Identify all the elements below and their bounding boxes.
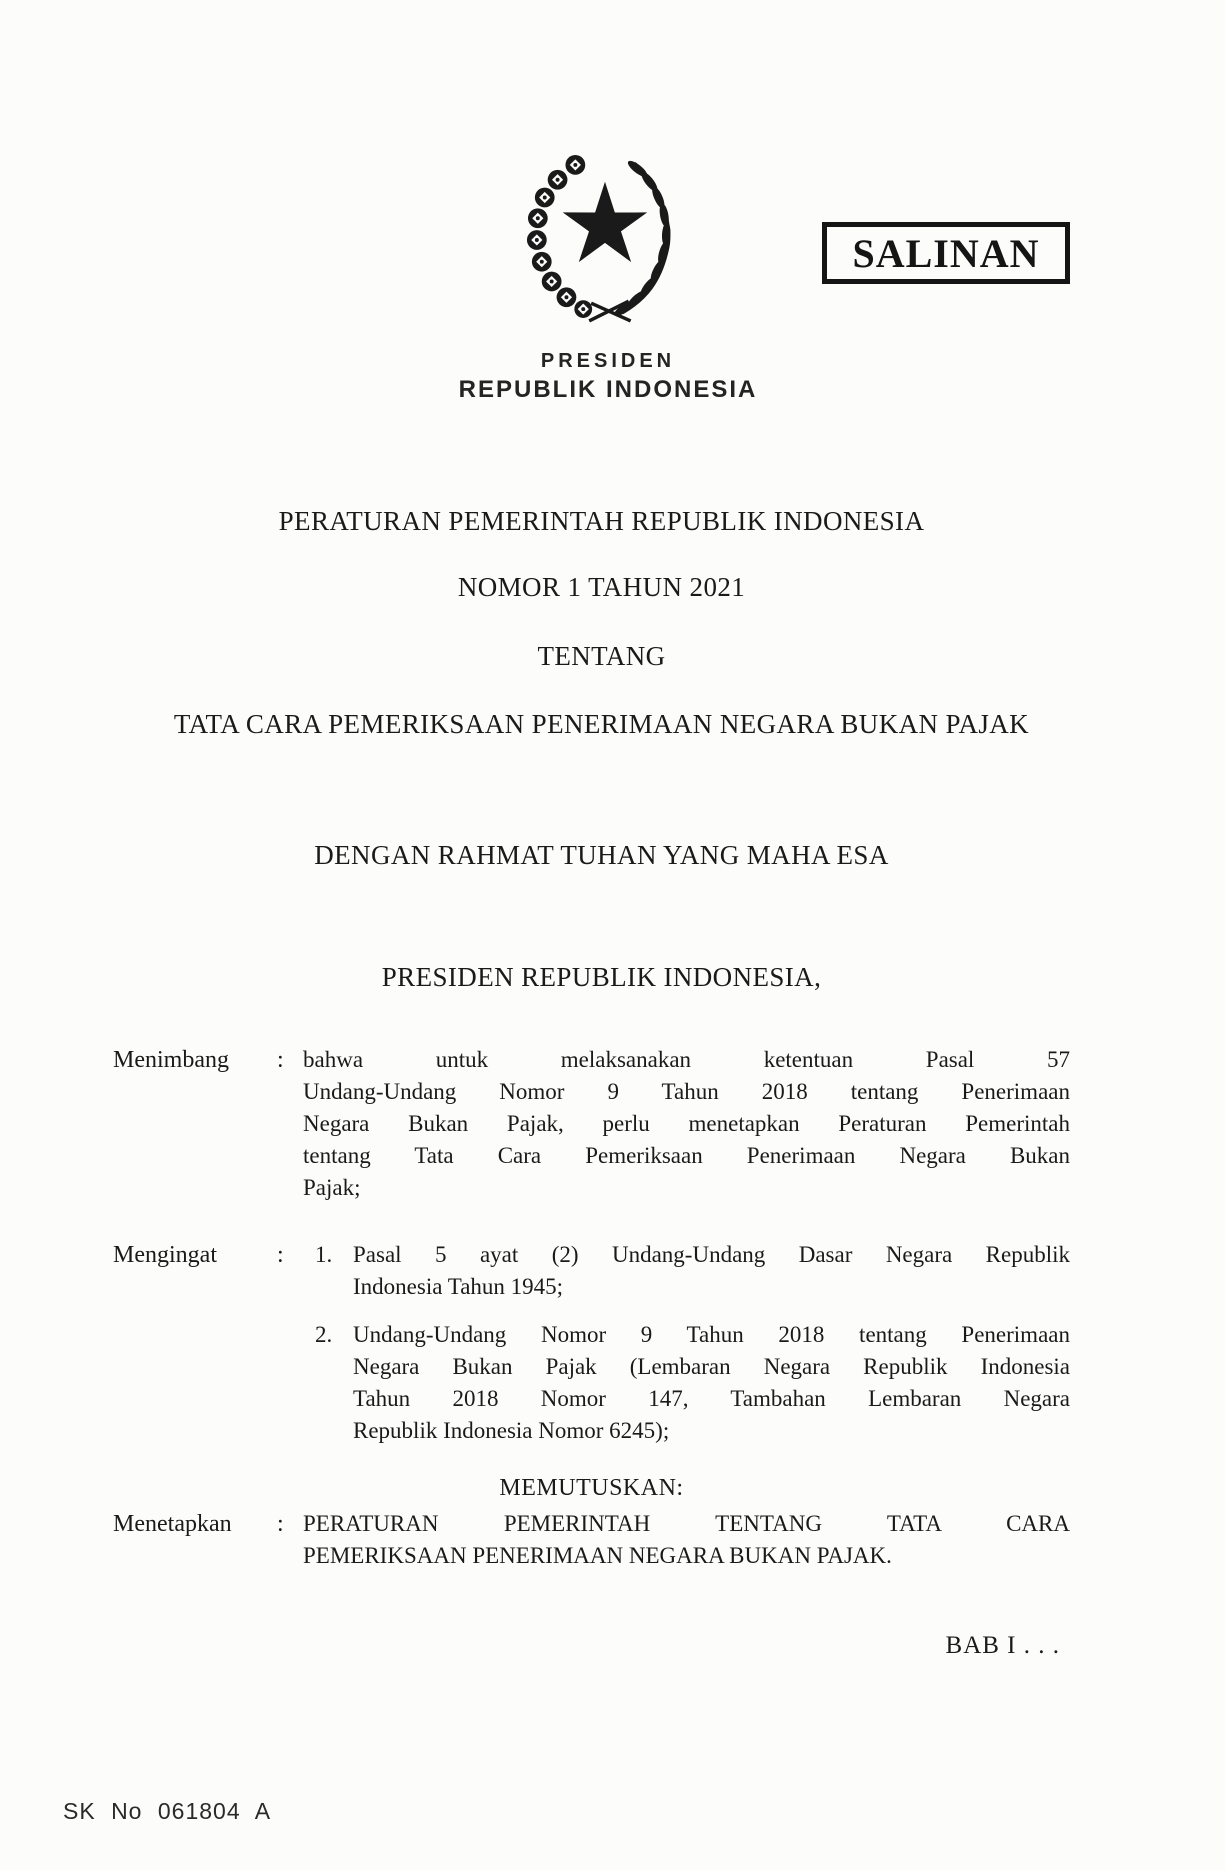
mengingat-line: Tahun 2018 Nomor 147, Tambahan Lembaran Negara bbox=[353, 1386, 1070, 1411]
menetapkan-label: Menetapkan bbox=[113, 1511, 232, 1537]
cotton-branch-icon bbox=[527, 155, 592, 318]
menimbang-line: Undang-Undang Nomor 9 Tahun 2018 tentang Penerimaan bbox=[303, 1079, 1070, 1104]
item-number: 2. bbox=[315, 1322, 333, 1347]
mengingat-line: Negara Bukan Pajak (Lembaran Negara Republik Indonesia bbox=[353, 1354, 1070, 1379]
presidential-star-wreath-emblem-icon bbox=[524, 146, 682, 328]
footer-sk-code: SK No 061804 A bbox=[63, 1798, 272, 1824]
tentang-label: TENTANG bbox=[537, 641, 666, 671]
menimbang-line: bahwa untuk melaksanakan ketentuan Pasal 57 bbox=[303, 1047, 1070, 1072]
mengingat-item-2 bbox=[303, 1319, 1070, 1447]
menetapkan-section bbox=[113, 1508, 1070, 1572]
mengingat-line: Indonesia Tahun 1945; bbox=[353, 1274, 564, 1299]
menetapkan-line: PEMERIKSAAN PENERIMAAN NEGARA BUKAN PAJAK. bbox=[303, 1543, 892, 1568]
menimbang-text bbox=[303, 1044, 1070, 1204]
letterhead-republik-indonesia: REPUBLIK INDONESIA bbox=[458, 376, 758, 403]
mengingat-line: Pasal 5 ayat (2) Undang-Undang Dasar Negara Republik bbox=[353, 1242, 1070, 1267]
page-continuation-marker: BAB I . . . bbox=[945, 1632, 1060, 1659]
menetapkan-text bbox=[303, 1508, 1070, 1572]
mengingat-section bbox=[113, 1239, 1070, 1447]
letterhead-presiden: PRESIDEN bbox=[540, 350, 676, 372]
regulation-title-line1: PERATURAN PEMERINTAH REPUBLIK INDONESIA bbox=[278, 506, 925, 536]
mengingat-line: Republik Indonesia Nomor 6245); bbox=[353, 1418, 670, 1443]
authority-line: PRESIDEN REPUBLIK INDONESIA, bbox=[381, 962, 822, 992]
item-text bbox=[353, 1319, 1070, 1447]
mengingat-items bbox=[303, 1239, 1070, 1447]
menimbang-line: tentang Tata Cara Pemeriksaan Penerimaan Negara Bukan bbox=[303, 1143, 1070, 1168]
menimbang-line: Negara Bukan Pajak, perlu menetapkan Peraturan Pemerintah bbox=[303, 1111, 1070, 1136]
regulation-number: NOMOR 1 TAHUN 2021 bbox=[457, 572, 746, 602]
menimbang-colon: : bbox=[277, 1047, 284, 1073]
menimbang-section bbox=[113, 1044, 1070, 1204]
mengingat-label: Mengingat bbox=[113, 1242, 217, 1268]
salinan-stamp: SALINAN bbox=[822, 222, 1070, 284]
mengingat-line: Undang-Undang Nomor 9 Tahun 2018 tentang Penerimaan bbox=[353, 1322, 1070, 1347]
invocation-line: DENGAN RAHMAT TUHAN YANG MAHA ESA bbox=[314, 840, 889, 870]
regulation-subject: TATA CARA PEMERIKSAAN PENERIMAAN NEGARA BUKAN PAJAK bbox=[173, 709, 1030, 739]
letterhead bbox=[0, 349, 1216, 404]
mengingat-item-1 bbox=[303, 1239, 1070, 1303]
menetapkan-line: PERATURAN PEMERINTAH TENTANG TATA CARA bbox=[303, 1511, 1070, 1536]
menetapkan-colon: : bbox=[277, 1511, 284, 1537]
menimbang-label: Menimbang bbox=[113, 1047, 229, 1073]
memutuskan-heading: MEMUTUSKAN: bbox=[499, 1475, 684, 1501]
mengingat-colon: : bbox=[277, 1242, 284, 1268]
menimbang-line: Pajak; bbox=[303, 1175, 361, 1200]
item-number: 1. bbox=[315, 1242, 333, 1267]
item-text bbox=[353, 1239, 1070, 1303]
